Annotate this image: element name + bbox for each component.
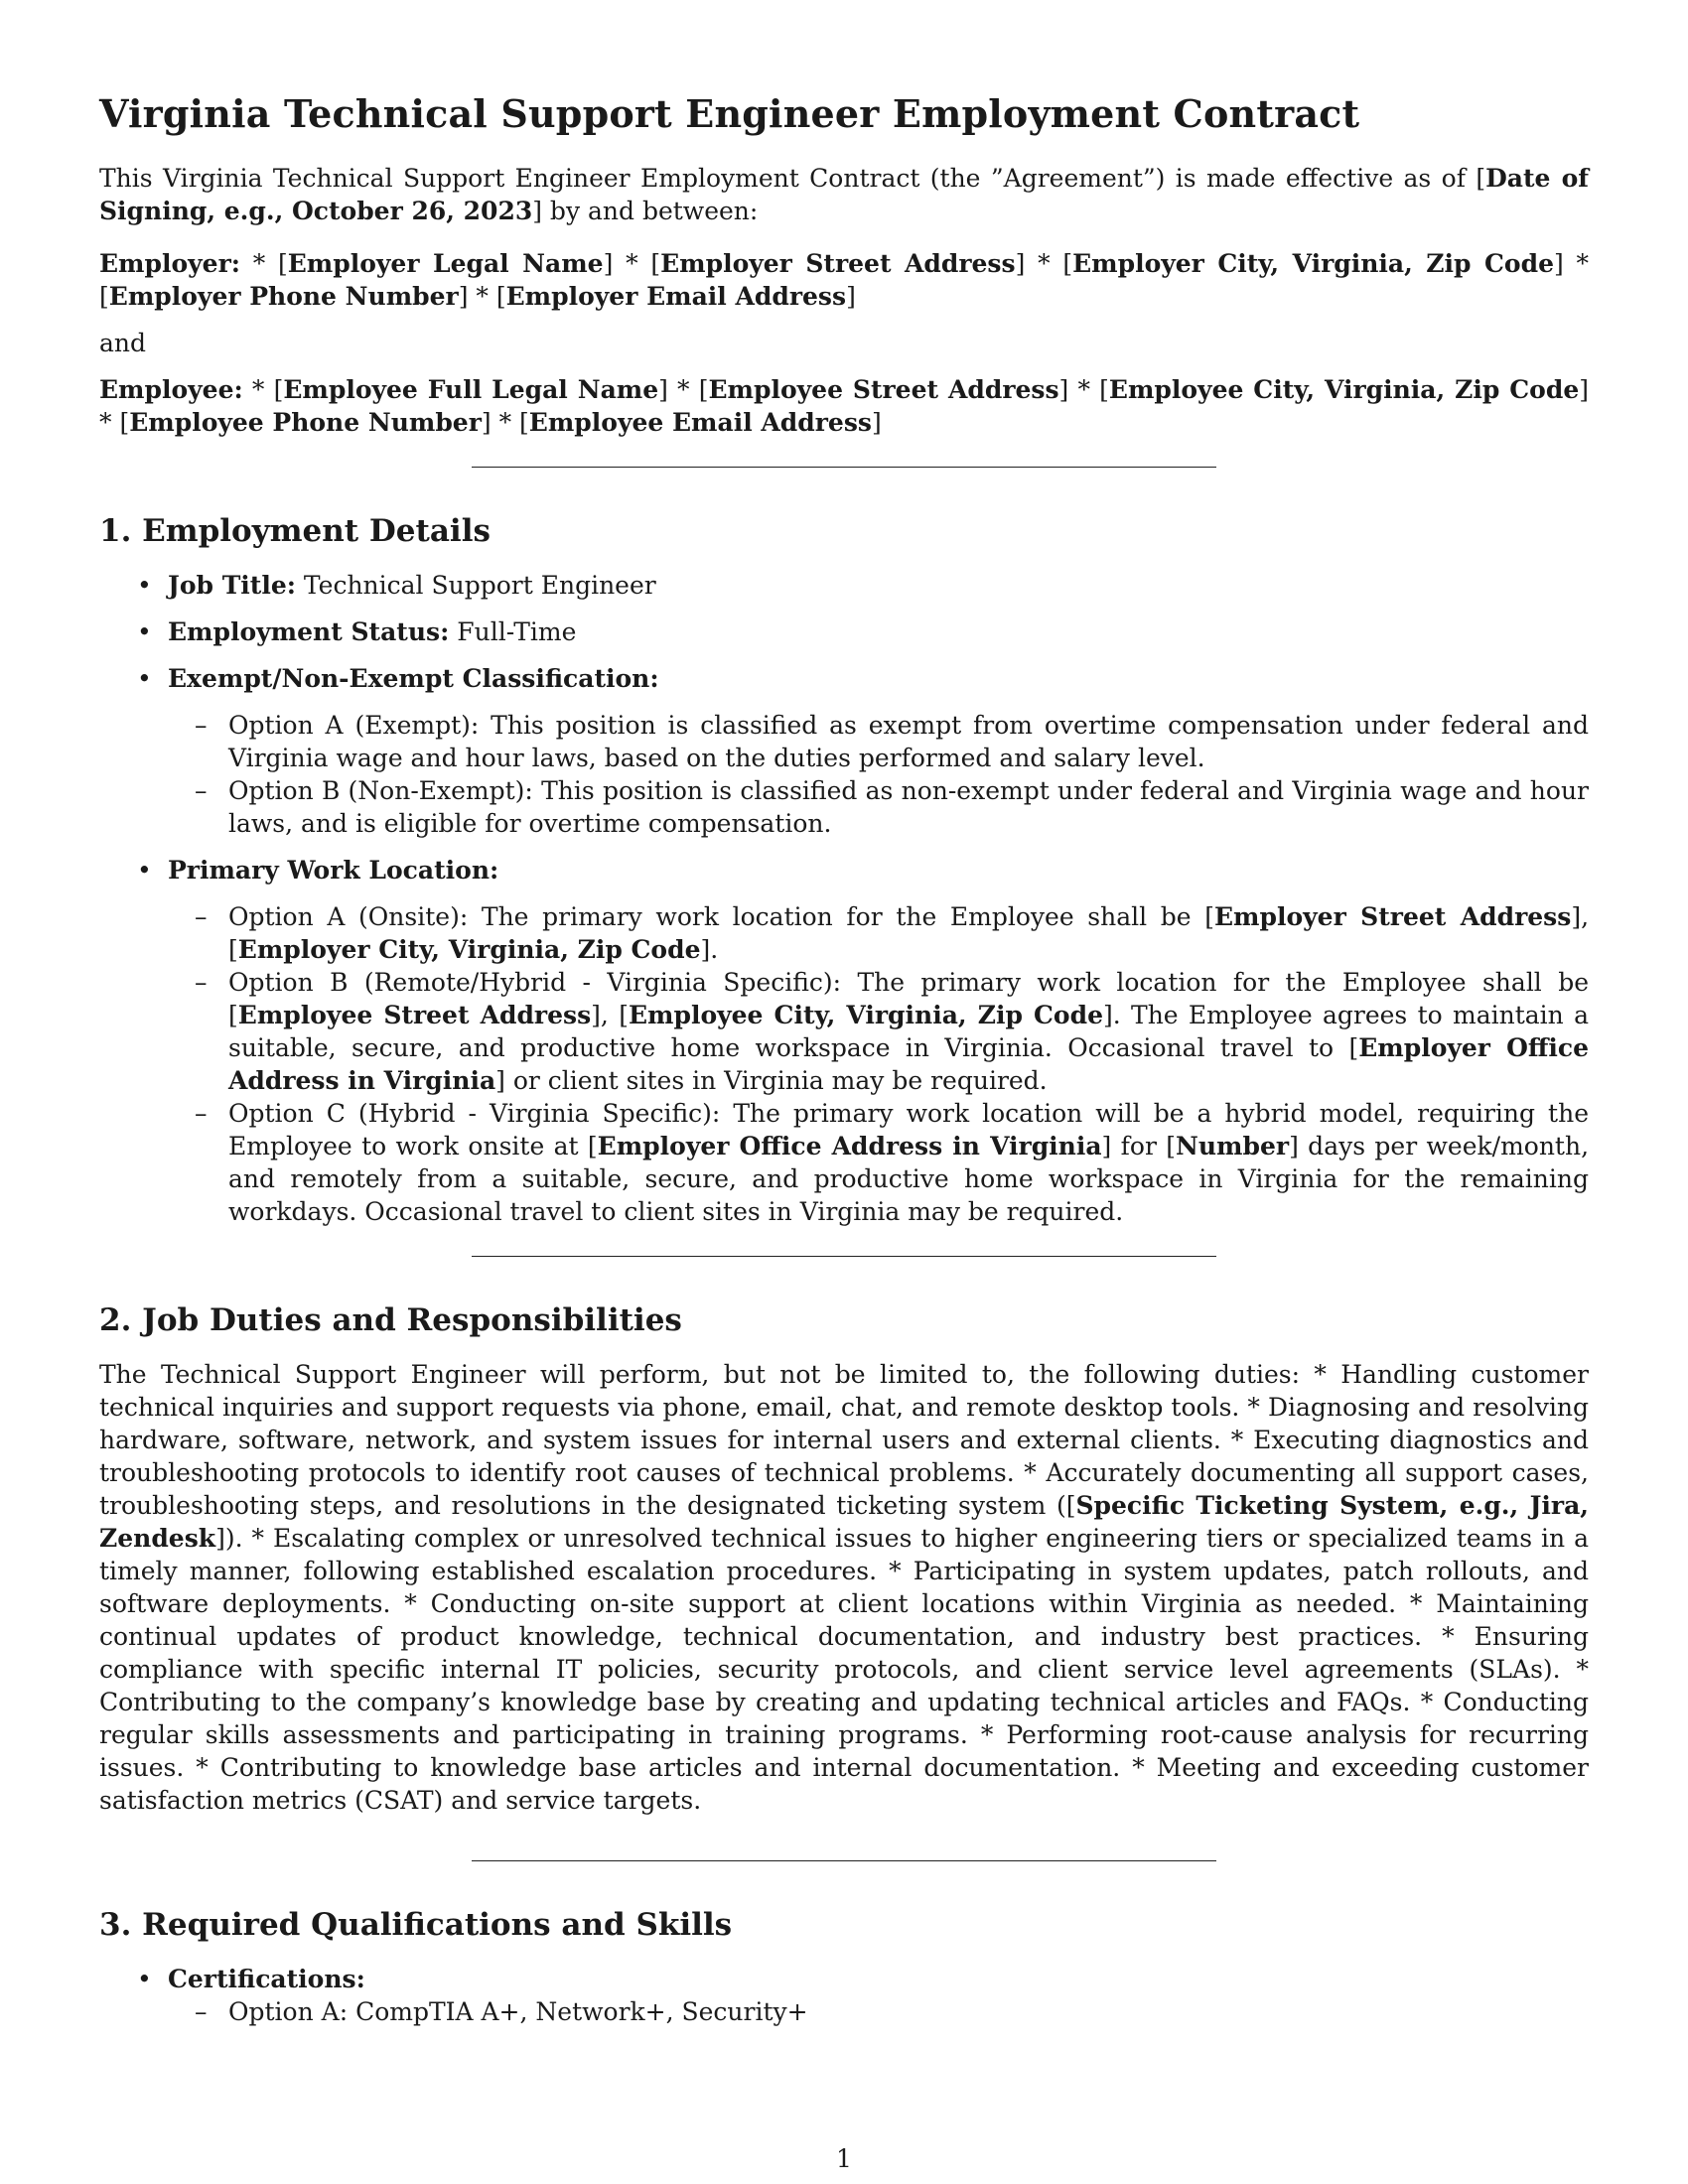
work-location-label: Primary Work Location: <box>168 856 499 885</box>
location-option-c-text-2: ] for [ <box>1101 1132 1177 1160</box>
location-option-a-city: Employer City, Virginia, Zip Code <box>237 935 701 964</box>
ticketing-system-placeholder: Specific Ticketing System, e.g., Jira, Zendesk <box>99 1491 1589 1553</box>
location-option-b: – Option B (Remote/Hybrid - Virginia Specific): The primary work location for the Employee shall be [Employee Street Address], [Employee City, Virginia, Zip Code]. The Employee agrees to maintain a suitable, secure, and productive home workspace in Virginia. Occasional travel to [Employer Office Address in Virginia] or client sites in Virginia may be required. <box>168 966 1589 1097</box>
job-title-value: Technical Support Engineer <box>303 571 656 600</box>
location-option-a-text: Option A (Onsite): The primary work location for the Employee shall be [ <box>228 902 1214 931</box>
location-option-b-city: Employee City, Virginia, Zip Code <box>628 1001 1103 1029</box>
job-duties-text-1: The Technical Support Engineer will perform, but not be limited to, the following duties: * Handling customer technical inquiries and support requests via phone, email, chat, and remote desktop tools. * Diagnosing and resolving hardware, software, network, and system issues for internal users and external clients. * Executing diagnostics and troubleshooting protocols to identify root causes of technical problems. * Accurately documenting all support cases, troubleshooting steps, and resolutions in the designated ticketing system ([ <box>99 1360 1589 1520</box>
employment-status-label: Employment Status: <box>168 617 450 646</box>
location-option-c-number: Number <box>1176 1132 1290 1160</box>
section-2-heading: 2. Job Duties and Responsibilities <box>99 1302 682 1338</box>
list-item <box>99 854 1589 1228</box>
list-item <box>99 662 1589 840</box>
location-options <box>168 900 1589 1228</box>
intro-text-1: This Virginia Technical Support Engineer Employment Contract (the ”Agreement”) is made effective as of [ <box>99 164 1486 193</box>
qualifications-list <box>99 1963 1589 2028</box>
employee-city-zip: Employee City, Virginia, Zip Code <box>1108 375 1580 404</box>
page-number: 1 <box>836 2144 852 2173</box>
exempt-option-a: – Option A (Exempt): This position is classified as exempt from overtime compensation under federal and Virginia wage and hour laws, based on the duties performed and salary level. <box>168 709 1589 774</box>
location-option-c-text-3: ] days per week/month, and remotely from a suitable, secure, and productive home workspace in Virginia for the remaining workdays. Occasional travel to client sites in Virginia may be required. <box>228 1132 1590 1226</box>
employee-phone: Employee Phone Number <box>129 408 482 437</box>
employee-block: Employee: * [Employee Full Legal Name] * [Employee Street Address] * [Employee City, Virginia, Zip Code] * [Employee Phone Number] * [Employee Email Address] <box>99 375 1589 437</box>
employer-label: Employer: <box>99 249 240 278</box>
certification-option-a: – Option A: CompTIA A+, Network+, Security+ <box>168 1995 1589 2028</box>
signing-date-placeholder: Date of Signing, e.g., October 26, 2023 <box>99 164 1589 225</box>
section-1-heading: 1. Employment Details <box>99 513 491 549</box>
intro-paragraph <box>99 162 1589 227</box>
and-text: and <box>99 329 147 357</box>
location-option-a-address: Employer Street Address <box>1214 902 1572 931</box>
location-option-b-text-3: ] or client sites in Virginia may be required. <box>495 1066 1048 1095</box>
list-item <box>99 1963 1589 2028</box>
intro-text-2: ] by and between: <box>532 197 759 225</box>
employee-street-address: Employee Street Address <box>708 375 1059 404</box>
employer-email: Employer Email Address <box>505 282 847 311</box>
exempt-option-b: – Option B (Non-Exempt): This position is classified as non-exempt under federal and Virginia wage and hour laws, and is eligible for overtime compensation. <box>168 774 1589 840</box>
employee-email: Employee Email Address <box>528 408 872 437</box>
job-duties-paragraph <box>99 1358 1589 1817</box>
exempt-classification-label: Exempt/Non-Exempt Classification: <box>168 664 659 693</box>
location-option-c-text: Option C (Hybrid - Virginia Specific): The primary work location will be a hybrid model, requiring the Employee to work onsite at [ <box>228 1099 1589 1160</box>
document-title: Virginia Technical Support Engineer Employment Contract <box>99 91 1360 136</box>
location-option-b-office: Employer Office Address in Virginia <box>228 1033 1590 1095</box>
location-option-c <box>168 1097 1589 1228</box>
contract-page <box>99 91 1589 2042</box>
section-3-heading: 3. Required Qualifications and Skills <box>99 1907 733 1943</box>
location-option-a: – Option A (Onsite): The primary work location for the Employee shall be [Employer Street Address], [Employer City, Virginia, Zip Code]. <box>168 900 1589 966</box>
employer-legal-name: Employer Legal Name <box>287 249 604 278</box>
employee-full-legal-name: Employee Full Legal Name <box>283 375 659 404</box>
employer-street-address: Employer Street Address <box>660 249 1016 278</box>
location-option-b-address: Employee Street Address <box>237 1001 592 1029</box>
job-duties-text-2: ]). * Escalating complex or unresolved technical issues to higher engineering tiers or specialized teams in a timely manner, following established escalation procedures. * Participating in system updates, patch rollouts, and software deployments. * Conducting on-site support at client locations within Virginia as needed. * Maintaining continual updates of product knowledge, technical documentation, and industry best practices. * Ensuring compliance with specific internal IT policies, security protocols, and client service level agreements (SLAs). * Contributing to the company’s knowledge base by creating and updating technical articles and FAQs. * Conducting regular skills assessments and participating in training programs. * Performing root-cause analysis for recurring issues. * Contributing to knowledge base articles and internal documentation. * Meeting and exceeding customer satisfaction metrics (CSAT) and service targets. <box>99 1524 1589 1815</box>
employer-city-zip: Employer City, Virginia, Zip Code <box>1072 249 1554 278</box>
location-option-b-text-2: ]. The Employee agrees to maintain a suitable, secure, and productive home workspace in Virginia. Occasional travel to [ <box>228 1001 1590 1062</box>
employment-details-list <box>99 569 1589 1228</box>
certifications-label: Certifications: <box>168 1965 365 1993</box>
employer-phone: Employer Phone Number <box>108 282 459 311</box>
divider <box>472 1860 1216 1861</box>
divider <box>472 1256 1216 1257</box>
employee-label: Employee: <box>99 375 243 404</box>
divider <box>472 467 1216 468</box>
list-item <box>99 569 1589 602</box>
job-title-label: Job Title: <box>168 571 296 600</box>
location-option-c-office: Employer Office Address in Virginia <box>597 1132 1102 1160</box>
location-option-b-text: Option B (Remote/Hybrid - Virginia Specific): The primary work location for the Employee shall be [ <box>228 968 1589 1029</box>
list-item <box>99 615 1589 648</box>
certification-options <box>168 1995 1589 2028</box>
exempt-options <box>168 709 1589 840</box>
employer-block: Employer: * [Employer Legal Name] * [Employer Street Address] * [Employer City, Virginia, Zip Code] * [Employer Phone Number] * [Employer Email Address] <box>99 249 1589 311</box>
employment-status-value: Full-Time <box>457 617 577 646</box>
